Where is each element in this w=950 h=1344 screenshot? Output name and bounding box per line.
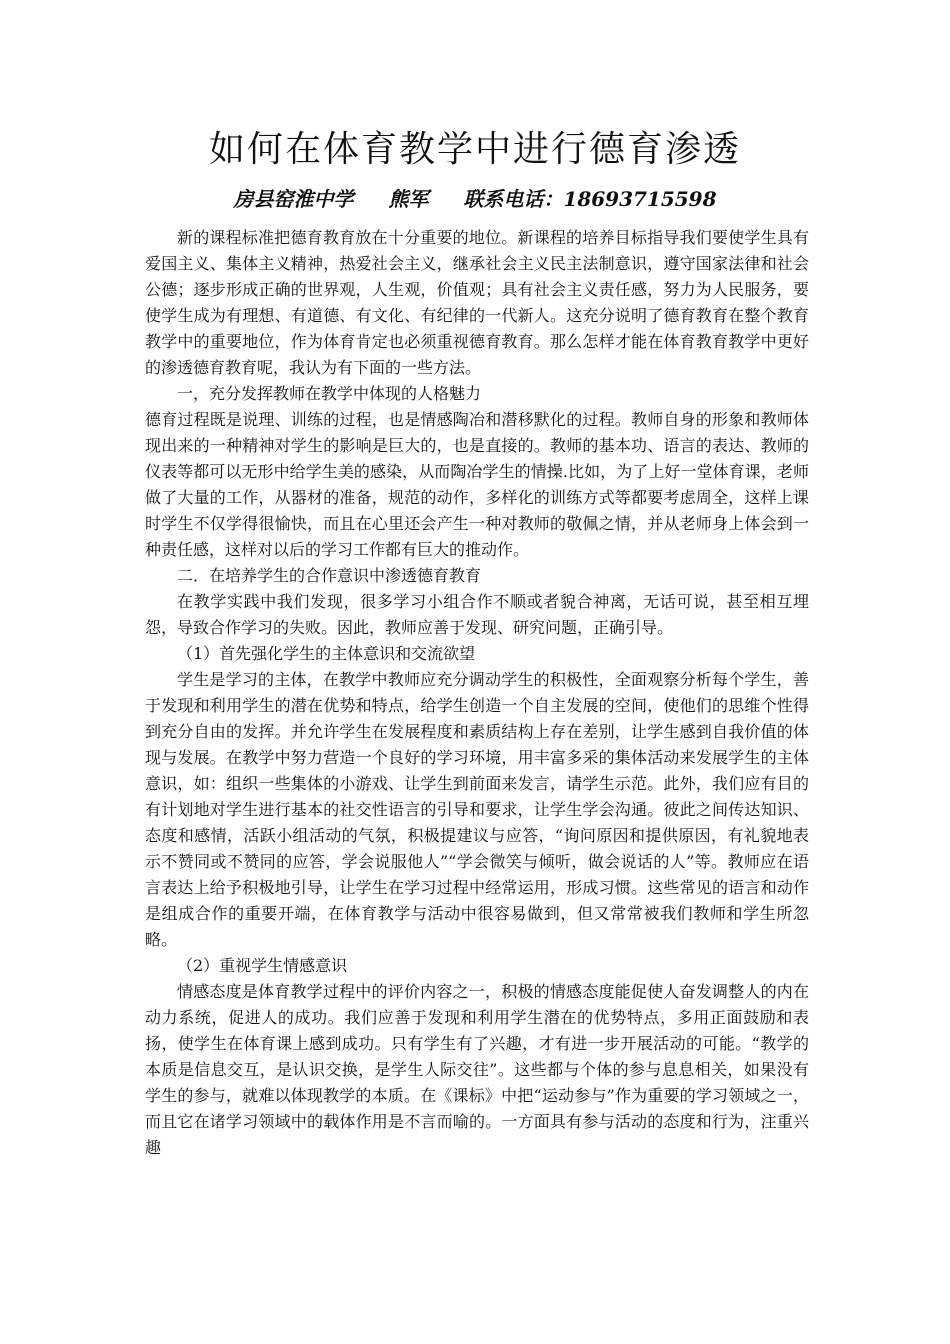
paragraph-intro: 新的课程标准把德育教育放在十分重要的地位。新课程的培养目标指导我们要使学生具有爱国主义、集体主义精神，热爱社会主义，继承社会主义民主法制意识，遵守国家法律和社会公德；逐步形成正确的世界观，人生观，价值观；具有社会主义责任感，努力为人民服务，要使学生成为有理想、有道德、有文化、有纪律的一代新人。这充分说明了德育教育在整个教育教学中的重要地位，作为体育肯定也必须重视德育教育。那么怎样才能在体育教育教学中更好的渗透德育教育呢，我认为有下面的一些方法。 bbox=[145, 228, 809, 377]
contact-phone: 联系电话：18693715598 bbox=[463, 187, 717, 211]
document-title: 如何在体育教学中进行德育渗透 bbox=[208, 129, 741, 170]
paragraph-subsection-1: 学生是学习的主体，在教学中教师应充分调动学生的积极性，全面观察分析每个学生，善于发现和利用学生的潜在优势和特点，给学生创造一个自主发展的空间，使他们的思维个性得到充分自由的发挥。并允许学生在发展程度和素质结构上存在差别，让学生感到自我价值的体现与发展。在教学中努力营造一个良好的学习环境，用丰富多采的集体活动来发展学生的主体意识，如：组织一些集体的小游戏、让学生到前面来发言，请学生示范。此外，我们应有目的有计划地对学生进行基本的社交性语言的引导和要求，让学生学会沟通。彼此之间传达知识、态度和感情，活跃小组活动的气氛，积极提建议与应答，“询问原因和提供原因，有礼貌地表示不赞同或不赞同的应答，学会说服他人”“学会微笑与倾听，做会说话的人”等。教师应在语言表达上给予积极地引导，让学生在学习过程中经常运用，形成习惯。这些常见的语言和动作是组成合作的重要开端，在体育教学与活动中很容易做到，但又常常被我们教师和学生所忽略。 bbox=[145, 670, 809, 949]
byline bbox=[0, 184, 950, 214]
subsection-heading-1: （1）首先强化学生的主体意识和交流欲望 bbox=[177, 644, 476, 663]
section-heading-2: 二．在培养学生的合作意识中渗透德育教育 bbox=[177, 566, 482, 585]
section-heading-1: 一，充分发挥教师在教学中体现的人格魅力 bbox=[177, 384, 482, 403]
paragraph-section-1: 德育过程既是说理、训练的过程，也是情感陶冶和潜移默化的过程。教师自身的形象和教师体现出来的一种精神对学生的影响是巨大的，也是直接的。教师的基本功、语言的表达、教师的仪表等都可以无形中给学生美的感染，从而陶冶学生的情操.比如，为了上好一堂体育课，老师做了大量的工作，从器材的准备，规范的动作，多样化的训练方式等都要考虑周全，这样上课时学生不仅学得很愉快，而且在心里还会产生一种对教师的敬佩之情，并从老师身上体会到一种责任感，这样对以后的学习工作都有巨大的推动作。 bbox=[145, 410, 809, 559]
school-name: 房县窑淮中学 bbox=[233, 187, 354, 211]
document-body bbox=[145, 225, 809, 1161]
paragraph-section-2: 在教学实践中我们发现，很多学习小组合作不顺或者貌合神离，无话可说，甚至相互埋怨，导致合作学习的失败。因此，教师应善于发现、研究问题，正确引导。 bbox=[145, 592, 809, 637]
subsection-heading-2: （2）重视学生情感意识 bbox=[177, 956, 348, 975]
author-name: 熊军 bbox=[388, 187, 429, 211]
paragraph-subsection-2: 情感态度是体育教学过程中的评价内容之一，积极的情感态度能促使人奋发调整人的内在动力系统，促进人的成功。我们应善于发现和利用学生潜在的优势特点，多用正面鼓励和表扬，使学生在体育课上感到成功。只有学生有了兴趣，才有进一步开展活动的可能。“教学的本质是信息交互，是认识交换，是学生人际交往”。这些都与个体的参与息息相关，如果没有学生的参与，就难以体现教学的本质。在《课标》中把“运动参与”作为重要的学习领域之一，而且它在诸学习领域中的载体作用是不言而喻的。一方面具有参与活动的态度和行为，注重兴趣 bbox=[145, 982, 809, 1157]
